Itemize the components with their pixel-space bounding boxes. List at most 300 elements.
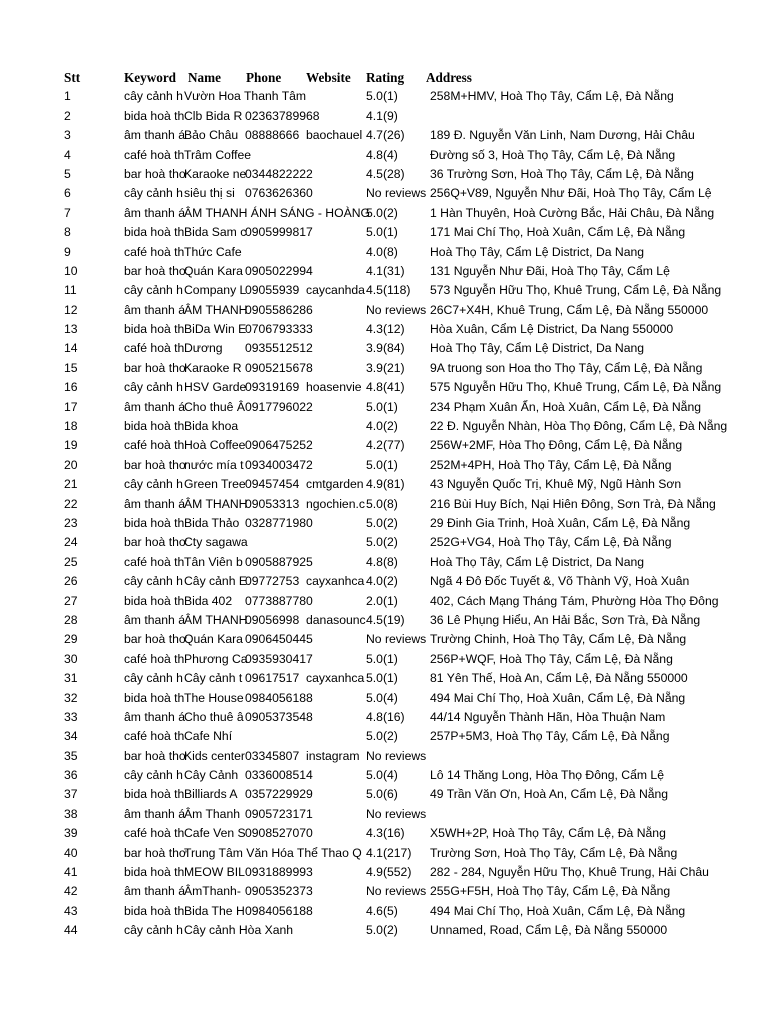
table-row xyxy=(0,107,768,126)
cell-rating[interactable]: 4.7(26) xyxy=(366,128,405,143)
cell-stt[interactable]: 6 xyxy=(64,186,71,201)
cell-phone[interactable]: 0773887780 xyxy=(245,593,313,608)
cell-name[interactable]: Bảo Châu xyxy=(184,128,239,143)
cell-phone[interactable]: 0934003472 xyxy=(245,457,313,472)
table-row xyxy=(0,902,768,921)
cell-phone[interactable]: 09772753 xyxy=(245,574,300,589)
cell-name[interactable]: Âm Thanh xyxy=(184,806,241,821)
cell-rating[interactable]: 4.3(12) xyxy=(366,322,405,337)
cell-keyword[interactable]: café hoà th xyxy=(124,729,185,744)
cell-name[interactable]: Hoà Coffee xyxy=(184,438,246,453)
cell-address[interactable]: 22 Đ. Nguyễn Nhàn, Hòa Thọ Đông, Cẩm Lệ, Đà Nẵng xyxy=(430,419,728,434)
cell-keyword[interactable]: café hoà th xyxy=(124,341,185,356)
table-row xyxy=(0,204,768,223)
cell-rating[interactable]: No reviews xyxy=(366,806,427,821)
cell-keyword[interactable]: cây cảnh h xyxy=(124,574,183,589)
cell-keyword[interactable]: cây cảnh h xyxy=(124,671,183,686)
cell-phone[interactable]: 0984056188 xyxy=(245,903,313,918)
cell-address[interactable]: 255G+F5H, Hoà Thọ Tây, Cẩm Lệ, Đà Nẵng xyxy=(430,884,671,899)
cell-keyword[interactable]: âm thanh á xyxy=(124,884,185,899)
cell-phone[interactable]: 09617517 xyxy=(245,671,300,686)
cell-phone[interactable]: 0357229929 xyxy=(245,787,313,802)
cell-stt[interactable]: 2 xyxy=(64,108,71,123)
cell-address[interactable]: 252M+4PH, Hoà Thọ Tây, Cẩm Lệ, Đà Nẵng xyxy=(430,457,672,472)
cell-name[interactable]: Trâm Coffee xyxy=(184,147,252,162)
cell-name[interactable]: Tân Viên b xyxy=(184,554,243,569)
cell-address[interactable]: 575 Nguyễn Hữu Thọ, Khuê Trung, Cẩm Lệ, Đà Nẵng xyxy=(430,380,722,395)
cell-address[interactable]: 26C7+X4H, Khuê Trung, Cẩm Lệ, Đà Nẵng 550000 xyxy=(430,302,709,317)
table-row xyxy=(0,475,768,494)
cell-rating[interactable]: No reviews xyxy=(366,632,427,647)
cell-phone[interactable]: 02363789968 xyxy=(245,108,320,123)
cell-rating[interactable]: 4.5(118) xyxy=(366,283,411,298)
cell-keyword[interactable]: âm thanh á xyxy=(124,399,185,414)
cell-keyword[interactable]: bida hoà th xyxy=(124,108,185,123)
cell-rating[interactable]: 5.0(1) xyxy=(366,651,398,666)
cell-rating[interactable]: 4.8(4) xyxy=(366,147,398,162)
cell-address[interactable]: X5WH+2P, Hoà Thọ Tây, Cẩm Lệ, Đà Nẵng xyxy=(430,826,666,841)
cell-keyword[interactable]: bida hoà th xyxy=(124,865,185,880)
header-website[interactable]: Website xyxy=(306,70,351,85)
cell-name[interactable]: Quán Kara xyxy=(184,632,243,647)
cell-stt[interactable]: 19 xyxy=(64,438,78,453)
cell-address[interactable]: Lô 14 Thăng Long, Hòa Thọ Đông, Cẩm Lệ xyxy=(430,768,664,783)
cell-rating[interactable]: 4.8(41) xyxy=(366,380,405,395)
table-row xyxy=(0,417,768,436)
cell-phone[interactable]: 0905999817 xyxy=(245,225,313,240)
cell-stt[interactable]: 36 xyxy=(64,768,78,783)
cell-rating[interactable]: 4.9(81) xyxy=(366,477,405,492)
cell-name[interactable]: Dương xyxy=(184,341,223,356)
cell-address[interactable]: Trường Chinh, Hoà Thọ Tây, Cẩm Lệ, Đà Nẵng xyxy=(430,632,687,647)
table-row xyxy=(0,378,768,397)
cell-website[interactable]: cmtgarden xyxy=(306,477,364,492)
cell-name[interactable]: Bida The H xyxy=(184,903,245,918)
table-row xyxy=(0,456,768,475)
cell-keyword[interactable]: bida hoà th xyxy=(124,690,185,705)
cell-address[interactable]: 256P+WQF, Hoà Thọ Tây, Cẩm Lệ, Đà Nẵng xyxy=(430,651,673,666)
cell-keyword[interactable]: bar hoà thơ xyxy=(124,457,187,472)
cell-address[interactable]: 256W+2MF, Hòa Thọ Đông, Cẩm Lệ, Đà Nẵng xyxy=(430,438,683,453)
cell-address[interactable]: Hoà Thọ Tây, Cẩm Lệ District, Da Nang xyxy=(430,244,645,259)
cell-rating[interactable]: 5.0(4) xyxy=(366,768,398,783)
cell-keyword[interactable]: âm thanh á xyxy=(124,128,185,143)
cell-rating[interactable]: No reviews xyxy=(366,186,427,201)
cell-keyword[interactable]: bida hoà th xyxy=(124,787,185,802)
cell-address[interactable]: Trường Sơn, Hoà Thọ Tây, Cẩm Lệ, Đà Nẵng xyxy=(430,845,678,860)
cell-name[interactable]: Cho thuê Â xyxy=(184,399,245,414)
cell-address[interactable]: 131 Nguyễn Như Đãi, Hoà Thọ Tây, Cẩm Lệ xyxy=(430,263,670,278)
table-row xyxy=(0,223,768,242)
cell-name[interactable]: Cây cảnh E xyxy=(184,574,248,589)
cell-rating[interactable]: No reviews xyxy=(366,748,427,763)
cell-keyword[interactable]: âm thanh á xyxy=(124,205,185,220)
cell-name[interactable]: Cây Cảnh xyxy=(184,768,239,783)
cell-keyword[interactable]: bar hoà thơ xyxy=(124,748,187,763)
cell-rating[interactable]: 4.8(16) xyxy=(366,709,405,724)
cell-name[interactable]: Vườn Hoa Thanh Tâm xyxy=(184,89,307,104)
table-row xyxy=(0,727,768,746)
cell-address[interactable]: Đường số 3, Hoà Thọ Tây, Cẩm Lệ, Đà Nẵng xyxy=(430,147,676,162)
cell-phone[interactable]: 0935930417 xyxy=(245,651,313,666)
cell-stt[interactable]: 24 xyxy=(64,535,78,550)
cell-rating[interactable]: 5.0(6) xyxy=(366,787,398,802)
cell-address[interactable]: 402, Cách Mạng Tháng Tám, Phường Hòa Thọ Đông xyxy=(430,593,719,608)
cell-rating[interactable]: 5.0(2) xyxy=(366,923,398,938)
cell-rating[interactable]: 4.1(9) xyxy=(366,108,398,123)
cell-keyword[interactable]: bida hoà th xyxy=(124,515,185,530)
cell-rating[interactable]: 5.0(2) xyxy=(366,515,398,530)
cell-keyword[interactable]: bida hoà th xyxy=(124,225,185,240)
data-rows xyxy=(0,87,768,940)
cell-name[interactable]: Quán Kara xyxy=(184,263,243,278)
cell-keyword[interactable]: café hoà th xyxy=(124,147,185,162)
cell-rating[interactable]: 5.0(1) xyxy=(366,457,398,472)
cell-name[interactable]: nước mía t xyxy=(184,457,244,472)
cell-phone[interactable]: 0344822222 xyxy=(245,166,313,181)
cell-name[interactable]: Cây cảnh t xyxy=(184,671,243,686)
cell-stt[interactable]: 42 xyxy=(64,884,78,899)
cell-stt[interactable]: 1 xyxy=(64,89,71,104)
cell-keyword[interactable]: âm thanh á xyxy=(124,612,185,627)
cell-rating[interactable]: 3.9(21) xyxy=(366,360,405,375)
cell-stt[interactable]: 16 xyxy=(64,380,78,395)
spreadsheet xyxy=(0,68,768,941)
cell-keyword[interactable]: café hoà th xyxy=(124,438,185,453)
cell-rating[interactable]: 5.0(4) xyxy=(366,690,398,705)
cell-keyword[interactable]: âm thanh á xyxy=(124,496,185,511)
cell-rating[interactable]: 4.1(217) xyxy=(366,845,412,860)
cell-address[interactable]: 36 Lê Phụng Hiểu, An Hải Bắc, Sơn Trà, Đà Nẵng xyxy=(430,612,701,627)
cell-keyword[interactable]: bar hoà thơ xyxy=(124,166,187,181)
cell-rating[interactable]: 4.1(31) xyxy=(366,263,405,278)
cell-rating[interactable]: 5.0(1) xyxy=(366,225,398,240)
cell-keyword[interactable]: cây cảnh h xyxy=(124,768,183,783)
cell-rating[interactable]: 4.5(19) xyxy=(366,612,405,627)
table-row xyxy=(0,514,768,533)
table-row xyxy=(0,126,768,145)
table-row xyxy=(0,301,768,320)
cell-address[interactable]: 234 Phạm Xuân Ẩn, Hoà Xuân, Cẩm Lệ, Đà Nẵng xyxy=(430,399,701,414)
cell-stt[interactable]: 33 xyxy=(64,709,78,724)
cell-stt[interactable]: 12 xyxy=(64,302,78,317)
cell-rating[interactable]: 5.0(2) xyxy=(366,535,398,550)
cell-name[interactable]: Green Tree xyxy=(184,477,246,492)
cell-phone[interactable]: 0706793333 xyxy=(245,322,313,337)
cell-address[interactable]: 49 Trần Văn Ơn, Hoà An, Cẩm Lệ, Đà Nẵng xyxy=(430,787,669,802)
cell-rating[interactable]: 5.0(8) xyxy=(366,496,398,511)
cell-keyword[interactable]: bida hoà th xyxy=(124,322,185,337)
table-row xyxy=(0,436,768,455)
cell-address[interactable]: 256Q+V89, Nguyễn Như Đãi, Hoà Thọ Tây, Cẩm Lệ xyxy=(430,186,712,201)
cell-phone[interactable]: 0906475252 xyxy=(245,438,313,453)
cell-phone[interactable]: 09457454 xyxy=(245,477,300,492)
table-row xyxy=(0,708,768,727)
table-row xyxy=(0,824,768,843)
header-keyword[interactable]: Keyword xyxy=(124,70,177,85)
cell-name[interactable]: Trung Tâm Văn Hóa Thể Thao Q xyxy=(184,845,362,860)
cell-phone[interactable]: 0905352373 xyxy=(245,884,313,899)
cell-name[interactable]: Clb Bida R xyxy=(184,108,243,123)
cell-phone[interactable]: 0905373548 xyxy=(245,709,313,724)
table-row xyxy=(0,766,768,785)
cell-rating[interactable]: No reviews xyxy=(366,302,427,317)
cell-name[interactable]: Bida Sam c xyxy=(184,225,247,240)
cell-name[interactable]: ÂM THANH xyxy=(184,612,248,627)
cell-address[interactable]: 258M+HMV, Hoà Thọ Tây, Cẩm Lệ, Đà Nẵng xyxy=(430,89,674,104)
cell-website[interactable]: caycanhda xyxy=(306,283,365,298)
cell-name[interactable]: HSV Garde xyxy=(184,380,247,395)
cell-rating[interactable]: 5.0(2) xyxy=(366,205,398,220)
cell-phone[interactable]: 09053313 xyxy=(245,496,300,511)
cell-address[interactable]: 282 - 284, Nguyễn Hữu Thọ, Khuê Trung, Hải Châu xyxy=(430,865,709,880)
table-row xyxy=(0,553,768,572)
table-row xyxy=(0,611,768,630)
cell-keyword[interactable]: café hoà th xyxy=(124,554,185,569)
cell-rating[interactable]: 5.0(1) xyxy=(366,671,398,686)
cell-stt[interactable]: 31 xyxy=(64,671,78,686)
cell-keyword[interactable]: bida hoà th xyxy=(124,593,185,608)
cell-name[interactable]: ÂM THANH xyxy=(184,496,248,511)
header-address[interactable]: Address xyxy=(426,70,472,85)
cell-name[interactable]: ÂmThanh- xyxy=(184,884,241,899)
cell-stt[interactable]: 4 xyxy=(64,147,71,162)
cell-keyword[interactable]: bar hoà thơ xyxy=(124,845,187,860)
cell-address[interactable]: 81 Yên Thế, Hoà An, Cẩm Lệ, Đà Nẵng 550000 xyxy=(430,671,688,686)
cell-website[interactable]: danasounc xyxy=(306,612,366,627)
cell-keyword[interactable]: cây cảnh h xyxy=(124,477,183,492)
cell-phone[interactable]: 0328771980 xyxy=(245,515,313,530)
cell-phone[interactable]: 0336008514 xyxy=(245,768,313,783)
cell-phone[interactable]: 09056998 xyxy=(245,612,300,627)
cell-rating[interactable]: 4.9(552) xyxy=(366,865,412,880)
table-row xyxy=(0,844,768,863)
cell-phone[interactable]: 0935512512 xyxy=(245,341,313,356)
cell-phone[interactable]: 03345807 xyxy=(245,748,300,763)
cell-stt[interactable]: 17 xyxy=(64,399,78,414)
cell-keyword[interactable]: cây cảnh h xyxy=(124,923,183,938)
cell-address[interactable]: 36 Trường Sơn, Hoà Thọ Tây, Cẩm Lệ, Đà Nẵng xyxy=(430,166,694,181)
cell-name[interactable]: BiDa Win E xyxy=(184,322,247,337)
cell-stt[interactable]: 41 xyxy=(64,865,78,880)
cell-website[interactable]: instagram xyxy=(306,748,360,763)
cell-phone[interactable]: 0905022994 xyxy=(245,263,313,278)
cell-name[interactable]: Bida Thảo xyxy=(184,515,240,530)
cell-phone[interactable]: 09055939 xyxy=(245,283,300,298)
cell-phone[interactable]: 0931889993 xyxy=(245,865,313,880)
header-rating[interactable]: Rating xyxy=(366,70,405,85)
cell-keyword[interactable]: café hoà th xyxy=(124,826,185,841)
cell-name[interactable]: Bida khoa xyxy=(184,419,239,434)
cell-rating[interactable]: 5.0(1) xyxy=(366,89,398,104)
cell-keyword[interactable]: bar hoà thơ xyxy=(124,263,187,278)
cell-name[interactable]: The House xyxy=(184,690,244,705)
cell-phone[interactable]: 0763626360 xyxy=(245,186,313,201)
table-row xyxy=(0,882,768,901)
cell-name[interactable]: Thức Cafe xyxy=(184,244,242,259)
table-row xyxy=(0,281,768,300)
cell-stt[interactable]: 28 xyxy=(64,612,78,627)
cell-stt[interactable]: 38 xyxy=(64,806,78,821)
cell-rating[interactable]: 4.0(2) xyxy=(366,419,398,434)
table-row xyxy=(0,146,768,165)
cell-stt[interactable]: 5 xyxy=(64,166,71,181)
cell-rating[interactable]: 4.0(2) xyxy=(366,574,398,589)
cell-stt[interactable]: 26 xyxy=(64,574,78,589)
table-row xyxy=(0,262,768,281)
cell-stt[interactable]: 20 xyxy=(64,457,78,472)
cell-address[interactable]: 252G+VG4, Hoà Thọ Tây, Cẩm Lệ, Đà Nẵng xyxy=(430,535,672,550)
cell-name[interactable]: Cty sagawa xyxy=(184,535,248,550)
cell-name[interactable]: Karaoke ne xyxy=(184,166,247,181)
cell-stt[interactable]: 35 xyxy=(64,748,78,763)
cell-keyword[interactable]: bida hoà th xyxy=(124,903,185,918)
table-row xyxy=(0,87,768,106)
cell-name[interactable]: Kids center xyxy=(184,748,245,763)
cell-rating[interactable]: 2.0(1) xyxy=(366,593,398,608)
cell-name[interactable]: Cho thuê â xyxy=(184,709,244,724)
cell-stt[interactable]: 14 xyxy=(64,341,78,356)
cell-stt[interactable]: 30 xyxy=(64,651,78,666)
cell-address[interactable]: Hoà Thọ Tây, Cẩm Lệ District, Da Nang xyxy=(430,341,645,356)
cell-keyword[interactable]: bar hoà thơ xyxy=(124,360,187,375)
header-stt[interactable]: Stt xyxy=(64,70,81,85)
cell-keyword[interactable]: cây cảnh h xyxy=(124,186,183,201)
table-row xyxy=(0,650,768,669)
cell-name[interactable]: ÂM THANH ÁNH SÁNG - HOÀNG xyxy=(184,205,370,220)
cell-rating[interactable]: 4.5(28) xyxy=(366,166,405,181)
cell-address[interactable]: Hòa Xuân, Cẩm Lệ District, Da Nang 550000 xyxy=(430,322,674,337)
table-row xyxy=(0,689,768,708)
cell-phone[interactable]: 0905723171 xyxy=(245,806,313,821)
cell-name[interactable]: siêu thị si xyxy=(184,186,235,201)
cell-keyword[interactable]: cây cảnh h xyxy=(124,380,183,395)
cell-name[interactable]: MEOW BIL xyxy=(184,865,245,880)
table-row xyxy=(0,184,768,203)
cell-name[interactable]: ÂM THANH xyxy=(184,302,248,317)
cell-name[interactable]: Bida 402 xyxy=(184,593,233,608)
table-row xyxy=(0,863,768,882)
cell-stt[interactable]: 25 xyxy=(64,554,78,569)
cell-name[interactable]: Cây cảnh Hòa Xanh xyxy=(184,923,294,938)
cell-keyword[interactable]: bar hoà thơ xyxy=(124,632,187,647)
cell-keyword[interactable]: âm thanh á xyxy=(124,302,185,317)
table-row xyxy=(0,320,768,339)
cell-rating[interactable]: 4.6(5) xyxy=(366,903,398,918)
cell-stt[interactable]: 13 xyxy=(64,322,78,337)
cell-stt[interactable]: 32 xyxy=(64,690,78,705)
cell-keyword[interactable]: bida hoà th xyxy=(124,419,185,434)
cell-phone[interactable]: 0905887925 xyxy=(245,554,313,569)
cell-keyword[interactable]: âm thanh á xyxy=(124,709,185,724)
cell-phone[interactable]: 0905215678 xyxy=(245,360,313,375)
header-phone[interactable]: Phone xyxy=(246,70,282,85)
cell-phone[interactable]: 0905586286 xyxy=(245,302,313,317)
cell-stt[interactable]: 9 xyxy=(64,244,71,259)
cell-stt[interactable]: 18 xyxy=(64,419,78,434)
cell-stt[interactable]: 27 xyxy=(64,593,78,608)
cell-address[interactable]: 29 Đinh Gia Trinh, Hoà Xuân, Cẩm Lệ, Đà Nẵng xyxy=(430,515,691,530)
cell-phone[interactable]: 0906450445 xyxy=(245,632,313,647)
cell-rating[interactable]: 4.0(8) xyxy=(366,244,398,259)
cell-address[interactable]: 189 Đ. Nguyễn Văn Linh, Nam Dương, Hải Châu xyxy=(430,128,695,143)
cell-stt[interactable]: 15 xyxy=(64,360,78,375)
cell-stt[interactable]: 22 xyxy=(64,496,78,511)
cell-stt[interactable]: 7 xyxy=(64,205,71,220)
header-name[interactable]: Name xyxy=(188,70,221,85)
cell-address[interactable]: 171 Mai Chí Thọ, Hoà Xuân, Cẩm Lệ, Đà Nẵng xyxy=(430,225,686,240)
cell-rating[interactable]: 4.2(77) xyxy=(366,438,405,453)
cell-stt[interactable]: 43 xyxy=(64,903,78,918)
cell-address[interactable]: Unnamed, Road, Cẩm Lệ, Đà Nẵng 550000 xyxy=(430,923,668,938)
cell-address[interactable]: 44/14 Nguyễn Thành Hãn, Hòa Thuận Nam xyxy=(430,709,666,724)
cell-rating[interactable]: 5.0(2) xyxy=(366,729,398,744)
cell-address[interactable]: 494 Mai Chí Thọ, Hoà Xuân, Cẩm Lệ, Đà Nẵng xyxy=(430,690,686,705)
cell-name[interactable]: Cafe Ven S xyxy=(184,826,246,841)
cell-stt[interactable]: 10 xyxy=(64,263,78,278)
cell-stt[interactable]: 8 xyxy=(64,225,71,240)
cell-stt[interactable]: 39 xyxy=(64,826,78,841)
cell-name[interactable]: Karaoke R xyxy=(184,360,242,375)
cell-stt[interactable]: 11 xyxy=(64,283,77,298)
cell-address[interactable]: 43 Nguyễn Quốc Trị, Khuê Mỹ, Ngũ Hành Sơn xyxy=(430,477,682,492)
cell-stt[interactable]: 40 xyxy=(64,845,78,860)
cell-address[interactable]: 216 Bùi Huy Bích, Nại Hiên Đông, Sơn Trà, Đà Nẵng xyxy=(430,496,716,511)
cell-stt[interactable]: 34 xyxy=(64,729,78,744)
cell-name[interactable]: Cafe Nhí xyxy=(184,729,233,744)
cell-website[interactable]: ngochien.c xyxy=(306,496,365,511)
cell-keyword[interactable]: cây cảnh h xyxy=(124,283,183,298)
table-row xyxy=(0,921,768,940)
cell-name[interactable]: Phương Ca xyxy=(184,651,248,666)
cell-keyword[interactable]: café hoà th xyxy=(124,651,185,666)
cell-address[interactable]: 1 Hàn Thuyên, Hoà Cường Bắc, Hải Châu, Đà Nẵng xyxy=(430,205,715,220)
cell-address[interactable]: 573 Nguyễn Hữu Thọ, Khuê Trung, Cẩm Lệ, Đà Nẵng xyxy=(430,283,722,298)
cell-phone[interactable]: 08888666 xyxy=(245,128,300,143)
cell-stt[interactable]: 44 xyxy=(64,923,78,938)
cell-keyword[interactable]: cây cảnh h xyxy=(124,89,183,104)
cell-rating[interactable]: 3.9(84) xyxy=(366,341,405,356)
cell-rating[interactable]: No reviews xyxy=(366,884,427,899)
cell-website[interactable]: hoasenvie xyxy=(306,380,362,395)
cell-stt[interactable]: 3 xyxy=(64,128,71,143)
cell-stt[interactable]: 21 xyxy=(64,477,78,492)
cell-address[interactable]: 257P+5M3, Hoà Thọ Tây, Cẩm Lệ, Đà Nẵng xyxy=(430,729,670,744)
cell-keyword[interactable]: âm thanh á xyxy=(124,806,185,821)
cell-name[interactable]: Billiards A xyxy=(184,787,238,802)
cell-address[interactable]: 9A truong son Hoa tho Thọ Tây, Cẩm Lệ, Đà Nẵng xyxy=(430,360,703,375)
cell-website[interactable]: cayxanhca xyxy=(306,671,365,686)
cell-phone[interactable]: 0908527070 xyxy=(245,826,313,841)
cell-name[interactable]: Company L xyxy=(184,283,247,298)
cell-rating[interactable]: 5.0(1) xyxy=(366,399,398,414)
cell-phone[interactable]: 09319169 xyxy=(245,380,300,395)
cell-website[interactable]: cayxanhca xyxy=(306,574,365,589)
cell-address[interactable]: 494 Mai Chí Thọ, Hoà Xuân, Cẩm Lệ, Đà Nẵng xyxy=(430,903,686,918)
cell-phone[interactable]: 0917796022 xyxy=(245,399,313,414)
cell-stt[interactable]: 37 xyxy=(64,787,78,802)
cell-stt[interactable]: 29 xyxy=(64,632,78,647)
cell-address[interactable]: Ngã 4 Đô Đốc Tuyết &, Võ Thành Vỹ, Hoà Xuân xyxy=(430,574,690,589)
cell-website[interactable]: baochauel xyxy=(306,128,363,143)
cell-address[interactable]: Hoà Thọ Tây, Cẩm Lệ District, Da Nang xyxy=(430,554,645,569)
cell-stt[interactable]: 23 xyxy=(64,515,78,530)
cell-phone[interactable]: 0984056188 xyxy=(245,690,313,705)
cell-keyword[interactable]: bar hoà thơ xyxy=(124,535,187,550)
cell-rating[interactable]: 4.3(16) xyxy=(366,826,405,841)
cell-rating[interactable]: 4.8(8) xyxy=(366,554,398,569)
cell-keyword[interactable]: café hoà th xyxy=(124,244,185,259)
